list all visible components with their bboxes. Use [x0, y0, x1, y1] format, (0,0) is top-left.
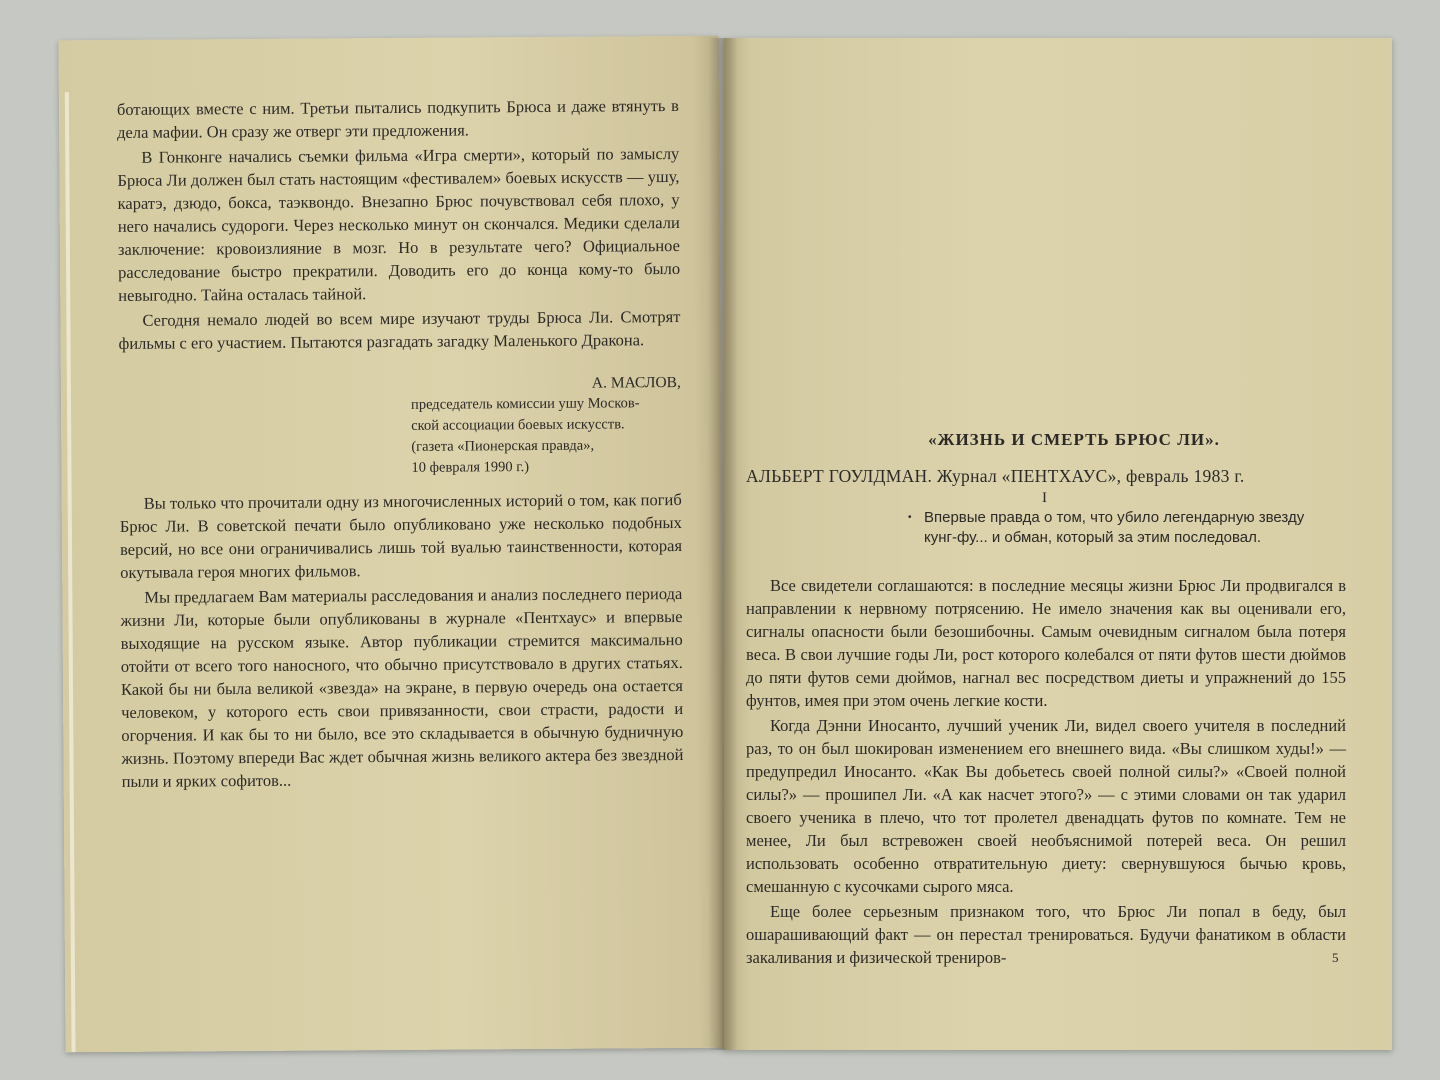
paragraph: Еще более серьезным признаком того, что Брюс Ли попал в беду, был ошарашивающий факт — он перестал тренироваться. Будучи фанатиком в области закаливания и физической трениров-	[746, 902, 1346, 967]
paragraph: Вы только что прочитали одну из многочисленных историй о том, как погиб Брюс Ли. В советской печати было опубликовано уже несколько подобных версий, но все они ограничивались лишь той вуалью таинственности, которая окутывала героя многих фильмов.	[119, 489, 683, 582]
bullet-icon: •	[908, 512, 912, 523]
book-spread	[62, 38, 1392, 1050]
left-mid-text	[120, 488, 684, 795]
gutter-shadow	[708, 38, 738, 1050]
part-number: I	[1042, 490, 1047, 506]
epigraph	[908, 508, 1324, 548]
signature-block	[411, 372, 682, 479]
signature-line: 10 февраля 1990 г.)	[411, 459, 530, 476]
paragraph: В Гонконге начались съемки фильма «Игра смерти», который по замыслу Брюса Ли должен был стать настоящим «фестивалем» боевых искусств — ушу, каратэ, дзюдо, бокса, таэквондо. Внезапно Брюс почувствовал себя плохо, у него начались судороги. Через несколько минут он скончался. Медики сделали заключение: кровоизлияние в мозг. Но в результате чего? Официальное расследование быстро прекратили. Доводить его до конца кому-то было невыгодно. Тайна осталась тайной.	[117, 143, 681, 305]
paragraph: ботающих вместе с ним. Третьи пытались подкупить Брюса и даже втянуть в дела мафии. Он сразу же отверг эти предложения.	[116, 95, 680, 142]
paragraph: Все свидетели соглашаются: в последние месяцы жизни Брюс Ли продвигался в направлении к нервному потрясению. Не имело значения как вы оценивали его, сигналы опасности были безошибочны. Самым очевидным сигналом была потеря веса. В свои лучшие годы Ли, рост которого колебался от пяти футов шести дюймов до пяти футов семи дюймов, нагнал вес посредством диеты и упражнений до 155 фунтов, имея при этом очень легкие кости.	[746, 576, 1346, 710]
signature-line: ской ассоциации боевых искусств.	[411, 416, 625, 434]
signature-line: (газета «Пионерская правда»,	[411, 437, 595, 455]
article-title: «ЖИЗНЬ И СМЕРТЬ БРЮС ЛИ».	[928, 430, 1220, 449]
epigraph-text: Впервые правда о том, что убило легендарную звезду кунг-фу... и обман, который за этим последовал.	[924, 509, 1305, 546]
author-name: А. МАСЛОВ,	[591, 373, 681, 392]
paragraph: Когда Дэнни Иносанто, лучший ученик Ли, видел своего учителя в последний раз, то он был шокирован изменением его внешнего вида. «Вы слишком худы!» — предупредил Иносанто. «Как Вы добьетесь своей полной силы?» «Своей полной силы?» — прошипел Ли. «А как насчет этого?» — с этими словами он так ударил своего ученика в плечо, что тот пролетел двенадцать футов по комнате. Тем не менее, Ли был встревожен своей необъяснимой потерей веса. Он решил использовать особенно отвратительную диету: свернувшуюся бычью кровь, смешанную с кусочками сырого мяса.	[746, 716, 1346, 896]
article-subtitle: АЛЬБЕРТ ГОУЛДМАН. Журнал «ПЕНТХАУС», февраль 1983 г.	[746, 466, 1245, 486]
right-page	[724, 38, 1392, 1050]
left-page	[58, 36, 725, 1053]
paragraph: Сегодня немало людей во всем мире изучают труды Брюса Ли. Смотрят фильмы с его участием. Пытаются разгадать загадку Маленького Дракона.	[118, 306, 681, 353]
left-top-text	[117, 94, 681, 357]
page-edge	[65, 92, 76, 1052]
right-body-text	[746, 574, 1346, 971]
paragraph: Мы предлагаем Вам материалы расследования и анализ последнего периода жизни Ли, которые были опубликованы в журнале «Пентхаус» и впервые выходящие на русском языке. Автор публикации стремится максимально отойти от всего того наносного, что обычно присутствовало в других статьях. Какой бы ни была великой «звезда» на экране, в первую очередь она остается человеком, у которого есть свои привязанности, свои страсти, радости и огорчения. И как бы то ни было, все это складывается в обычную будничную жизнь. Поэтому впереди Вас ждет обычная жизнь великого актера без звездной пыли и ярких софитов...	[120, 583, 684, 791]
page-number: 5	[1332, 950, 1339, 965]
signature-line: председатель комиссии ушу Москов-	[410, 395, 640, 413]
